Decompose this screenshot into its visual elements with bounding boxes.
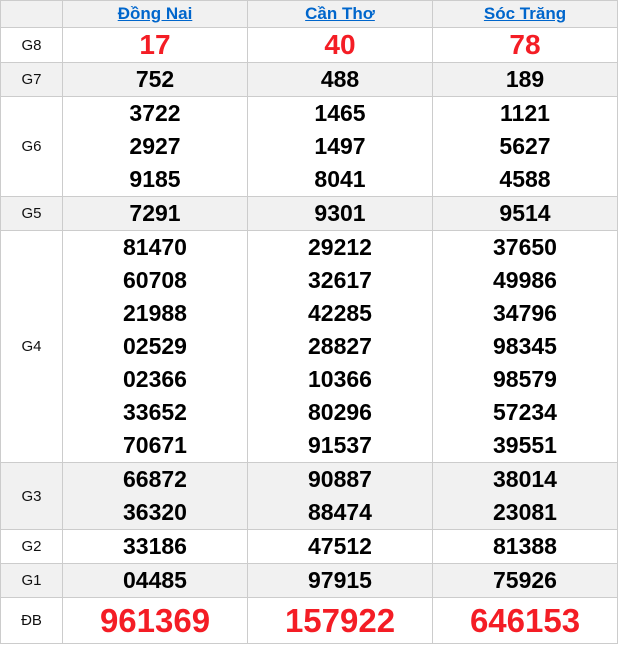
table-header [1,1,618,28]
prize-cell [433,231,618,463]
prize-cell [433,463,618,530]
prize-value: 33652 [123,399,187,425]
prize-value: 88474 [308,499,372,525]
prize-label: G1 [1,564,63,598]
prize-cell [248,63,433,97]
prize-value: 157922 [284,602,396,639]
prize-value: 02529 [123,333,187,359]
prize-value: 1497 [314,133,366,159]
prize-value: 189 [505,66,545,92]
prize-value: 1465 [314,100,366,126]
prize-row [1,63,618,97]
prize-value: 9514 [499,200,551,226]
prize-value: 8041 [314,166,366,192]
prize-cell [63,63,248,97]
prize-value: 752 [135,66,175,92]
prize-value: 02366 [123,366,187,392]
prize-value: 98345 [493,333,557,359]
prize-cell [248,463,433,530]
prize-label: G5 [1,197,63,231]
prize-value: 21988 [123,300,187,326]
prize-value: 17 [139,29,171,60]
prize-cell [248,598,433,644]
prize-value: 39551 [493,432,557,458]
prize-value: 29212 [308,234,372,260]
prize-value: 2927 [129,133,181,159]
prize-row [1,231,618,463]
prize-value: 81388 [493,533,557,559]
province-link[interactable]: Đồng Nai [117,4,193,23]
prize-cell [248,28,433,63]
prize-value: 42285 [308,300,372,326]
prize-cell [63,598,248,644]
prize-value: 5627 [499,133,551,159]
prize-value: 7291 [129,200,181,226]
prize-value: 36320 [123,499,187,525]
prize-cell [433,530,618,564]
header-row [1,1,618,28]
prize-value: 70671 [123,432,187,458]
province-header [433,1,618,28]
prize-value: 9185 [129,166,181,192]
prize-cell [63,28,248,63]
prize-label: G8 [1,28,63,63]
prize-value: 91537 [308,432,372,458]
prize-value: 57234 [493,399,557,425]
prize-row [1,463,618,530]
prize-row [1,530,618,564]
prize-value: 97915 [308,567,372,593]
prize-value: 47512 [308,533,372,559]
prize-cell [63,463,248,530]
prize-cell [433,28,618,63]
prize-cell [248,231,433,463]
prize-cell [63,530,248,564]
prize-cell [433,564,618,598]
prize-label: G7 [1,63,63,97]
prize-value: 488 [320,66,360,92]
prize-cell [63,197,248,231]
prize-row [1,197,618,231]
prize-cell [248,530,433,564]
table-body [1,28,618,644]
prize-label: G4 [1,231,63,463]
prize-value: 28827 [308,333,372,359]
province-link[interactable]: Cần Thơ [305,4,375,23]
prize-label: ĐB [1,598,63,644]
prize-value: 9301 [314,200,366,226]
prize-value: 38014 [493,466,557,492]
prize-cell [63,231,248,463]
prize-cell [248,197,433,231]
prize-row [1,97,618,197]
prize-value: 646153 [469,602,581,639]
prize-cell [433,63,618,97]
prize-value: 3722 [129,100,181,126]
prize-label: G6 [1,97,63,197]
prize-value: 81470 [123,234,187,260]
prize-row [1,598,618,644]
prize-cell [248,564,433,598]
prize-value: 75926 [493,567,557,593]
prize-value: 32617 [308,267,372,293]
prize-value: 1121 [500,100,550,126]
prize-value: 23081 [493,499,557,525]
prize-row [1,28,618,63]
prize-label: G3 [1,463,63,530]
prize-row [1,564,618,598]
prize-cell [248,97,433,197]
prize-value: 78 [509,29,541,60]
prize-cell [63,97,248,197]
province-header [63,1,248,28]
prize-value: 37650 [493,234,557,260]
prize-value: 98579 [493,366,557,392]
prize-cell [433,197,618,231]
prize-value: 90887 [308,466,372,492]
prize-value: 80296 [308,399,372,425]
corner-cell [1,1,63,28]
prize-cell [63,564,248,598]
prize-value: 34796 [493,300,557,326]
prize-value: 40 [324,29,356,60]
prize-value: 04485 [123,567,187,593]
province-header [248,1,433,28]
prize-value: 49986 [493,267,557,293]
prize-value: 60708 [123,267,187,293]
prize-cell [433,598,618,644]
prize-label: G2 [1,530,63,564]
prize-value: 66872 [123,466,187,492]
prize-value: 4588 [499,166,551,192]
prize-value: 961369 [99,602,211,639]
prize-value: 10366 [308,366,372,392]
province-link[interactable]: Sóc Trăng [483,4,567,23]
prize-cell [433,97,618,197]
prize-value: 33186 [123,533,187,559]
